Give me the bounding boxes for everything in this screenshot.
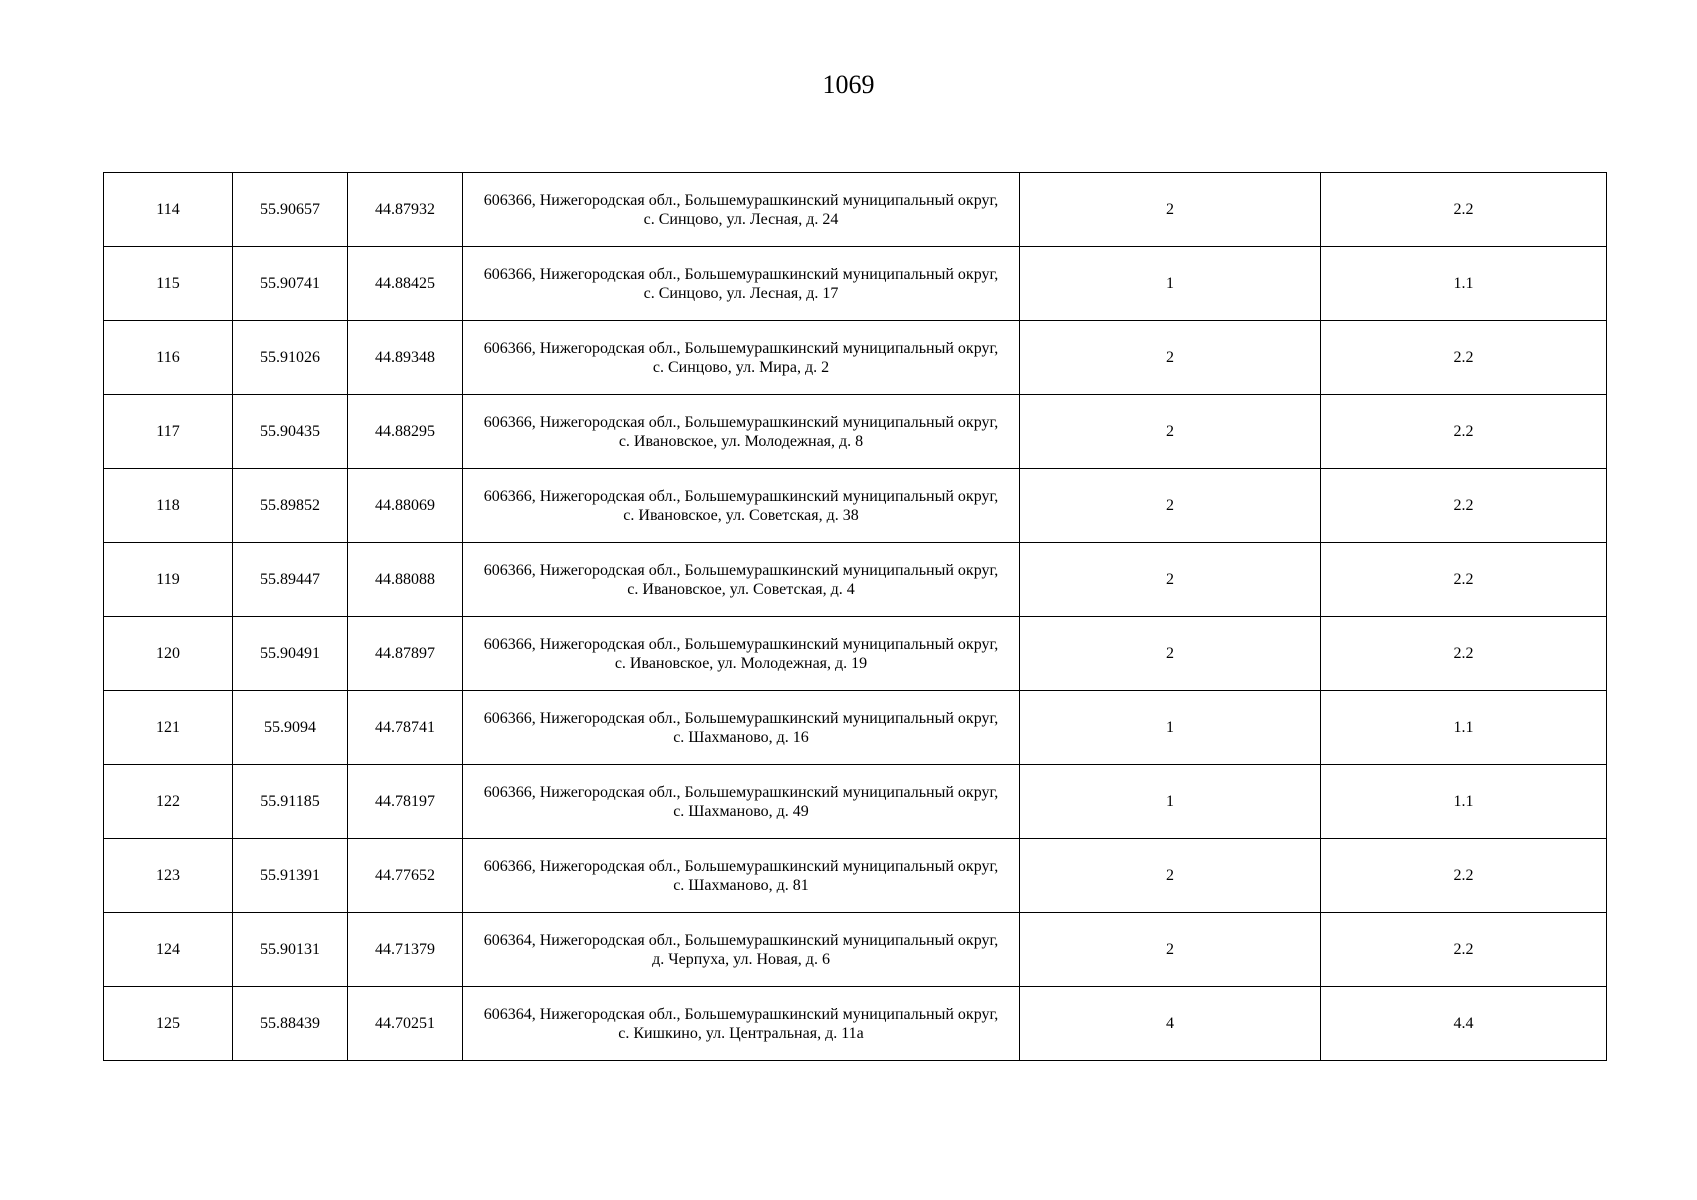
latitude-cell: 55.89447 xyxy=(233,543,348,617)
row-number-cell: 121 xyxy=(104,691,233,765)
row-number-cell: 115 xyxy=(104,247,233,321)
table-row xyxy=(104,839,1607,913)
address-line: с. Шахманово, д. 16 xyxy=(673,728,809,746)
latitude-cell: 55.91185 xyxy=(233,765,348,839)
address-line: с. Ивановское, ул. Советская, д. 38 xyxy=(623,506,859,524)
address-line: 606366, Нижегородская обл., Большемурашкинский муниципальный округ, xyxy=(483,783,999,801)
address-cell xyxy=(463,321,1020,395)
row-number-cell: 124 xyxy=(104,913,233,987)
count-cell: 2 xyxy=(1020,543,1321,617)
row-number-cell: 114 xyxy=(104,173,233,247)
longitude-cell: 44.88425 xyxy=(348,247,463,321)
row-number-cell: 118 xyxy=(104,469,233,543)
count-cell: 1 xyxy=(1020,765,1321,839)
row-number-cell: 125 xyxy=(104,987,233,1061)
table-row xyxy=(104,765,1607,839)
address-line: 606366, Нижегородская обл., Большемурашкинский муниципальный округ, xyxy=(483,635,999,653)
address-line: с. Ивановское, ул. Молодежная, д. 8 xyxy=(618,432,864,450)
count-cell: 4 xyxy=(1020,987,1321,1061)
longitude-cell: 44.71379 xyxy=(348,913,463,987)
value-cell: 2.2 xyxy=(1321,543,1607,617)
address-cell xyxy=(463,469,1020,543)
address-line: 606366, Нижегородская обл., Большемурашкинский муниципальный округ, xyxy=(483,265,999,283)
latitude-cell: 55.9094 xyxy=(233,691,348,765)
count-cell: 2 xyxy=(1020,321,1321,395)
latitude-cell: 55.89852 xyxy=(233,469,348,543)
count-cell: 2 xyxy=(1020,173,1321,247)
address-cell xyxy=(463,765,1020,839)
value-cell: 1.1 xyxy=(1321,247,1607,321)
address-cell xyxy=(463,617,1020,691)
latitude-cell: 55.91026 xyxy=(233,321,348,395)
value-cell: 1.1 xyxy=(1321,765,1607,839)
table-row xyxy=(104,247,1607,321)
value-cell: 2.2 xyxy=(1321,173,1607,247)
address-table-body xyxy=(104,173,1607,1061)
table-row xyxy=(104,321,1607,395)
address-cell xyxy=(463,913,1020,987)
address-line: 606366, Нижегородская обл., Большемурашкинский муниципальный округ, xyxy=(483,191,999,209)
address-line: 606366, Нижегородская обл., Большемурашкинский муниципальный округ, xyxy=(483,413,999,431)
address-line: с. Синцово, ул. Лесная, д. 17 xyxy=(643,284,839,302)
address-line: с. Ивановское, ул. Молодежная, д. 19 xyxy=(614,654,868,672)
count-cell: 2 xyxy=(1020,395,1321,469)
address-cell xyxy=(463,839,1020,913)
value-cell: 1.1 xyxy=(1321,691,1607,765)
address-line: с. Шахманово, д. 49 xyxy=(673,802,809,820)
longitude-cell: 44.70251 xyxy=(348,987,463,1061)
table-row xyxy=(104,987,1607,1061)
row-number-cell: 122 xyxy=(104,765,233,839)
table-row xyxy=(104,691,1607,765)
longitude-cell: 44.88088 xyxy=(348,543,463,617)
address-line: с. Синцово, ул. Лесная, д. 24 xyxy=(643,210,839,228)
count-cell: 2 xyxy=(1020,617,1321,691)
table-row xyxy=(104,913,1607,987)
table-row xyxy=(104,617,1607,691)
address-line: с. Шахманово, д. 81 xyxy=(673,876,809,894)
longitude-cell: 44.78197 xyxy=(348,765,463,839)
longitude-cell: 44.87897 xyxy=(348,617,463,691)
address-cell xyxy=(463,395,1020,469)
value-cell: 2.2 xyxy=(1321,395,1607,469)
address-line: д. Черпуха, ул. Новая, д. 6 xyxy=(652,950,830,968)
count-cell: 2 xyxy=(1020,469,1321,543)
row-number-cell: 117 xyxy=(104,395,233,469)
latitude-cell: 55.90657 xyxy=(233,173,348,247)
longitude-cell: 44.87932 xyxy=(348,173,463,247)
table-row xyxy=(104,469,1607,543)
address-cell xyxy=(463,173,1020,247)
address-cell xyxy=(463,543,1020,617)
address-line: 606366, Нижегородская обл., Большемурашкинский муниципальный округ, xyxy=(483,561,999,579)
row-number-cell: 120 xyxy=(104,617,233,691)
address-line: 606364, Нижегородская обл., Большемурашкинский муниципальный округ, xyxy=(483,931,999,949)
longitude-cell: 44.88295 xyxy=(348,395,463,469)
address-table xyxy=(103,172,1607,1061)
address-line: с. Ивановское, ул. Советская, д. 4 xyxy=(627,580,855,598)
address-line: 606366, Нижегородская обл., Большемурашкинский муниципальный округ, xyxy=(483,709,999,727)
page-number: 1069 xyxy=(822,70,875,99)
address-line: 606366, Нижегородская обл., Большемурашкинский муниципальный округ, xyxy=(483,857,999,875)
table-row xyxy=(104,543,1607,617)
row-number-cell: 123 xyxy=(104,839,233,913)
value-cell: 2.2 xyxy=(1321,839,1607,913)
address-cell xyxy=(463,247,1020,321)
latitude-cell: 55.90131 xyxy=(233,913,348,987)
row-number-cell: 119 xyxy=(104,543,233,617)
latitude-cell: 55.90435 xyxy=(233,395,348,469)
table-row xyxy=(104,173,1607,247)
latitude-cell: 55.91391 xyxy=(233,839,348,913)
latitude-cell: 55.88439 xyxy=(233,987,348,1061)
count-cell: 1 xyxy=(1020,247,1321,321)
longitude-cell: 44.88069 xyxy=(348,469,463,543)
value-cell: 2.2 xyxy=(1321,617,1607,691)
longitude-cell: 44.77652 xyxy=(348,839,463,913)
count-cell: 2 xyxy=(1020,913,1321,987)
address-line: 606366, Нижегородская обл., Большемурашкинский муниципальный округ, xyxy=(483,487,999,505)
value-cell: 2.2 xyxy=(1321,469,1607,543)
address-line: 606364, Нижегородская обл., Большемурашкинский муниципальный округ, xyxy=(483,1005,999,1023)
count-cell: 1 xyxy=(1020,691,1321,765)
address-line: 606366, Нижегородская обл., Большемурашкинский муниципальный округ, xyxy=(483,339,999,357)
latitude-cell: 55.90491 xyxy=(233,617,348,691)
address-line: с. Синцово, ул. Мира, д. 2 xyxy=(652,358,830,376)
value-cell: 4.4 xyxy=(1321,987,1607,1061)
table-row xyxy=(104,395,1607,469)
address-cell xyxy=(463,691,1020,765)
address-line: с. Кишкино, ул. Центральная, д. 11а xyxy=(618,1024,864,1042)
address-cell xyxy=(463,987,1020,1061)
value-cell: 2.2 xyxy=(1321,321,1607,395)
value-cell: 2.2 xyxy=(1321,913,1607,987)
longitude-cell: 44.89348 xyxy=(348,321,463,395)
count-cell: 2 xyxy=(1020,839,1321,913)
row-number-cell: 116 xyxy=(104,321,233,395)
longitude-cell: 44.78741 xyxy=(348,691,463,765)
latitude-cell: 55.90741 xyxy=(233,247,348,321)
